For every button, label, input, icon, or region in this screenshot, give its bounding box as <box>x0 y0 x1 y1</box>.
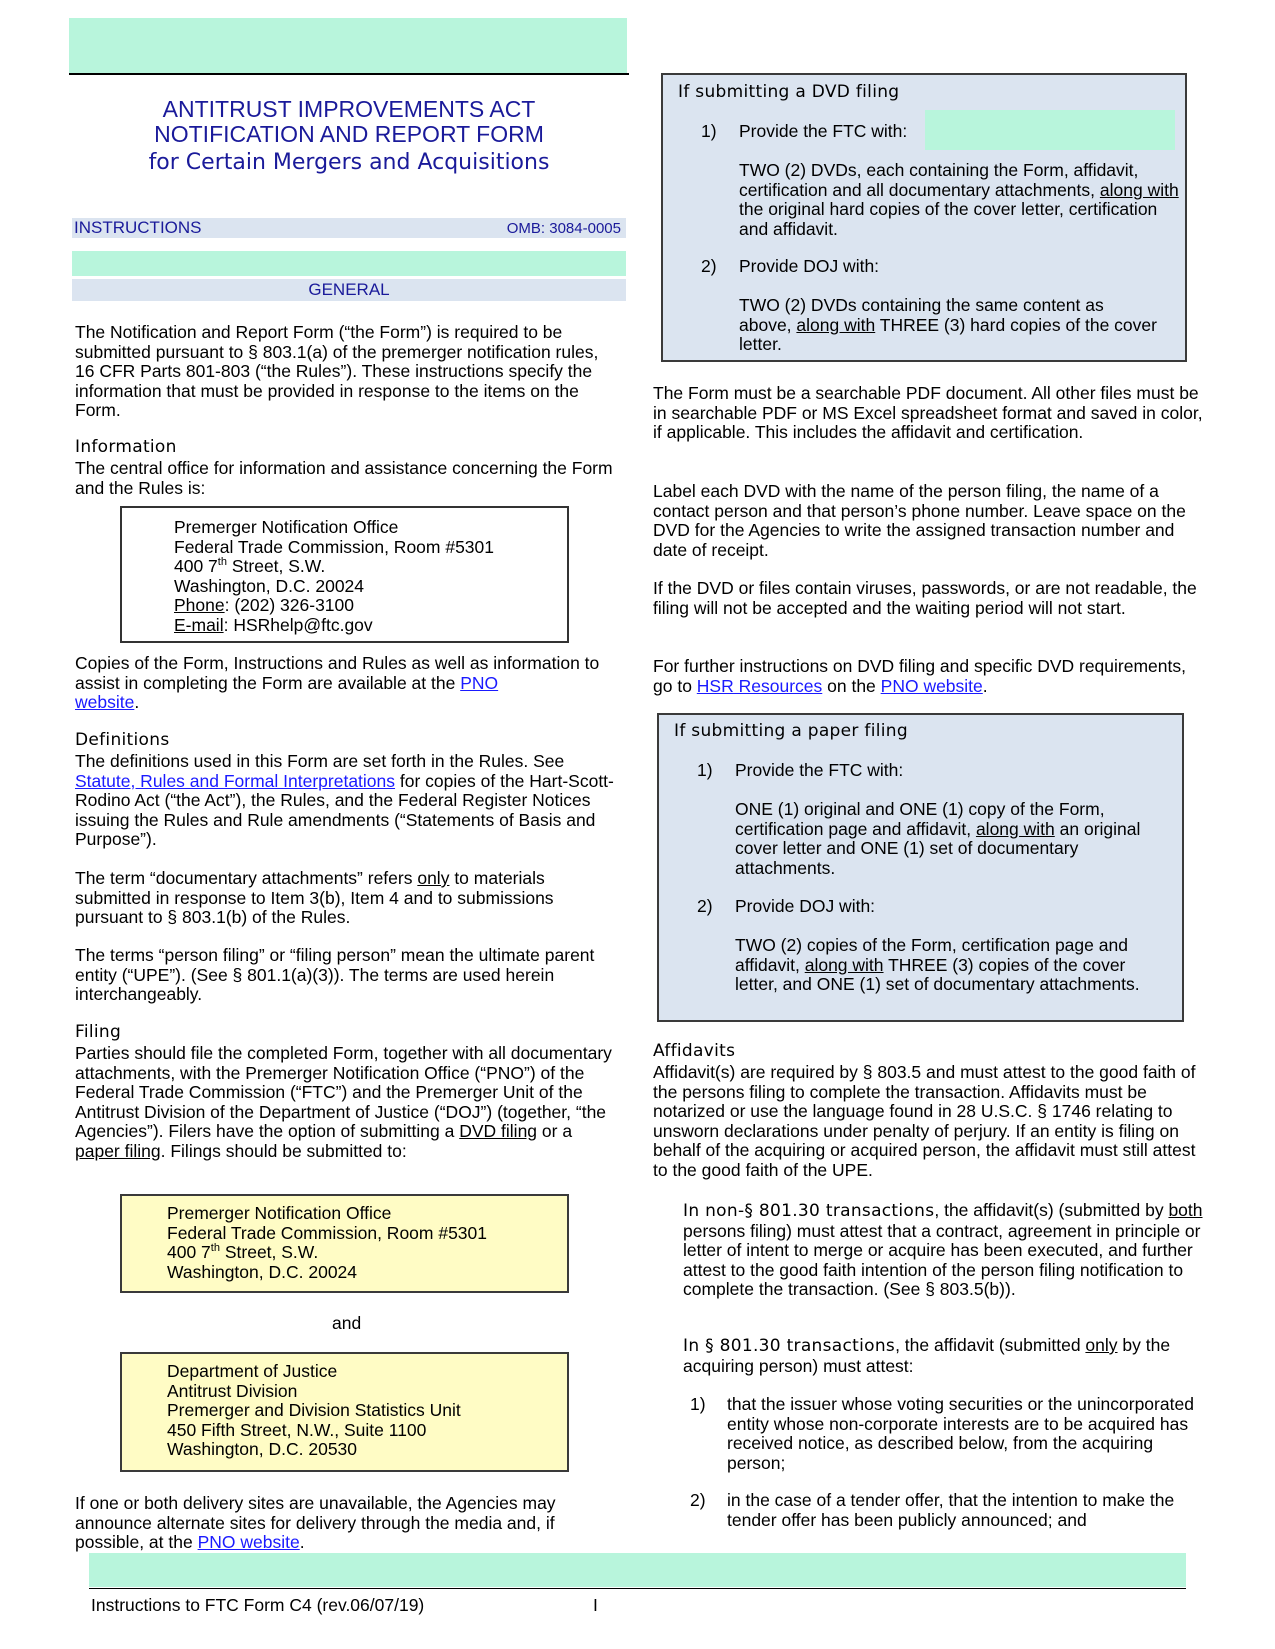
non-801-30-paragraph: In non-§ 801.30 transactions, the affidavit(s) (submitted by both persons filing) must attest that a contract, agreement in principle or letter of intent to merge or acquire has been executed, and further attest to the good faith intention of the person filing notification to complete the transaction. (See § 803.5(b)). <box>683 1200 1203 1299</box>
paper-box-heading: If submitting a paper filing <box>674 721 908 741</box>
info-street: 400 7th Street, S.W. <box>174 556 326 576</box>
dvd-highlight-band <box>925 110 1175 150</box>
instructions-bar <box>72 218 626 238</box>
dvd-box-heading: If submitting a DVD filing <box>678 82 900 102</box>
intro-paragraph: The Notification and Report Form (“the Form”) is required to be submitted pursuant to § 803.1(a) of the premerger notification rules, 16 CFR Parts 801-803 (“the Rules”). These instructions specify the information that must be provided in response to the items on the Form. <box>75 322 599 420</box>
title-line-1: ANTITRUST IMPROVEMENTS ACT <box>162 96 536 122</box>
affidavits-paragraph: Affidavit(s) are required by § 803.5 and must attest to the good faith of the persons filing to complete the transaction. Affidavits must be notarized or use the language found in 28 U.S.C. § 1746 relating to unsworn declarations under penalty of perjury. If an entity is filing on behalf of the acquiring or acquired person, the affidavit must still attest to the good faith of the UPE. <box>653 1062 1196 1180</box>
paper-item1-text: ONE (1) original and ONE (1) copy of the Form, certification page and affidavit, along with an original cover letter and ONE (1) set of documentary attachments. <box>735 799 1141 878</box>
paper-item2-text: TWO (2) copies of the Form, certification page and affidavit, along with THREE (3) copies of the cover letter, and ONE (1) set of documentary attachments. <box>735 935 1140 994</box>
info-phone: Phone: (202) 326-3100 <box>174 595 355 615</box>
list-item2-text: in the case of a tender offer, that the intention to make the tender offer has been publicly announced; and <box>727 1490 1175 1530</box>
dvd-item1-number: 1) <box>701 121 717 141</box>
dvd-item2-text: TWO (2) DVDs containing the same content as above, along with THREE (3) hard copies of the cover letter. <box>739 295 1157 354</box>
doj-city: Washington, D.C. 20530 <box>167 1439 358 1459</box>
info-city: Washington, D.C. 20024 <box>174 575 365 596</box>
doj-street: 450 Fifth Street, N.W., Suite 1100 <box>167 1419 427 1440</box>
pdf-format-paragraph: The Form must be a searchable PDF document. All other files must be in searchable PDF or MS Excel spreadsheet format and saved in color, if applicable. This includes the affidavit and certification. <box>653 383 1203 442</box>
doj-department: Department of Justice <box>167 1361 338 1381</box>
omb-number: OMB: 3084-0005 <box>506 220 621 237</box>
paper-item2-number: 2) <box>697 896 713 916</box>
pno-website-link[interactable]: PNO website <box>197 1532 300 1552</box>
info-email: E-mail: HSRhelp@ftc.gov <box>174 614 373 635</box>
filing-paragraph: Parties should file the completed Form, together with all documentary attachments, with the Premerger Notification Office (“PNO”) of the Federal Trade Commission (“FTC”) and the Premerger Unit of the Antitrust Division of the Department of Justice (“DOJ”) (together, “the Agencies”). Filers have the option of submitting a DVD filing or a paper filing. Filings should be submitted to: <box>75 1043 612 1161</box>
page-number: I <box>593 1595 598 1615</box>
ftc-address-box <box>120 1194 569 1293</box>
info-commission: Federal Trade Commission, Room #5301 <box>174 536 495 557</box>
footer-rule <box>89 1588 1186 1589</box>
section-band <box>72 251 626 276</box>
ftc-commission: Federal Trade Commission, Room #5301 <box>167 1222 488 1243</box>
paper-item1-label: Provide the FTC with: <box>735 760 904 780</box>
dvd-item2-number: 2) <box>701 256 717 276</box>
section-general: GENERAL <box>308 280 390 299</box>
pno-link[interactable]: PNO <box>460 672 499 693</box>
virus-paragraph: If the DVD or files contain viruses, passwords, or are not readable, the filing will not be accepted and the waiting period will not start. <box>653 578 1197 618</box>
information-heading: Information <box>75 437 177 457</box>
further-instructions-paragraph: For further instructions on DVD filing and specific DVD requirements, go to HSR Resources on the PNO website. <box>653 656 1186 696</box>
definitions-heading: Definitions <box>75 730 170 750</box>
general-bar <box>72 279 626 301</box>
header-rule <box>69 73 629 75</box>
paper-item2-label: Provide DOJ with: <box>735 896 876 916</box>
instructions-label: INSTRUCTIONS <box>74 218 202 237</box>
list-item1-text: that the issuer whose voting securities or the unincorporated entity whose non-corporate interests are to be acquired has received notice, as described below, from the acquiring person; <box>727 1394 1194 1473</box>
doj-address-box <box>120 1352 569 1472</box>
header-band <box>69 18 627 73</box>
dvd-item1-label: Provide the FTC with: <box>739 121 908 141</box>
doj-division: Antitrust Division <box>167 1380 298 1401</box>
801-30-paragraph: In § 801.30 transactions, the affidavit (submitted only by the acquiring person) must attest: <box>683 1335 1171 1376</box>
affidavits-heading: Affidavits <box>653 1041 736 1061</box>
paper-item1-number: 1) <box>697 760 713 780</box>
ftc-street: 400 7th Street, S.W. <box>167 1242 319 1262</box>
information-text: The central office for information and assistance concerning the Form and the Rules is: <box>75 458 613 498</box>
list-item1-number: 1) <box>690 1394 706 1414</box>
filing-heading: Filing <box>75 1022 122 1042</box>
website-link[interactable]: website <box>75 692 135 712</box>
form-title <box>69 97 629 175</box>
ftc-city: Washington, D.C. 20024 <box>167 1261 358 1282</box>
pno-website-link-2[interactable]: PNO website <box>880 675 983 696</box>
doj-unit: Premerger and Division Statistics Unit <box>167 1400 461 1420</box>
title-line-2: NOTIFICATION AND REPORT FORM <box>154 121 544 147</box>
copies-paragraph: Copies of the Form, Instructions and Rules as well as information to assist in completing the Form are available at the PNO website. <box>75 653 600 712</box>
dvd-item2-label: Provide DOJ with: <box>739 256 880 276</box>
title-line-3: for Certain Mergers and Acquisitions <box>148 150 550 175</box>
info-address-box <box>120 506 569 643</box>
statute-rules-link[interactable]: Statute, Rules and Formal Interpretations <box>75 770 396 791</box>
documentary-paragraph: The term “documentary attachments” refers only to materials submitted in response to Item 3(b), Item 4 and to submissions pursuant to § 803.1(b) of the Rules. <box>75 868 554 927</box>
list-item2-number: 2) <box>690 1490 706 1510</box>
person-filing-paragraph: The terms “person filing” or “filing person” mean the ultimate parent entity (“UPE”). (See § 801.1(a)(3)). The terms are used herein interchangeably. <box>75 945 595 1004</box>
ftc-office: Premerger Notification Office <box>167 1203 392 1223</box>
info-office: Premerger Notification Office <box>174 517 399 537</box>
definitions-paragraph: The definitions used in this Form are set forth in the Rules. See Statute, Rules and Formal Interpretations for copies of the Hart-Scott-Rodino Act (“the Act”), the Rules, and the Federal Register Notices issuing the Rules and Rule amendments (“Statements of Basis and Purpose”). <box>75 751 614 849</box>
hsr-resources-link[interactable]: HSR Resources <box>696 675 823 696</box>
footer-form-label: Instructions to FTC Form C4 (rev.06/07/19) <box>91 1595 425 1615</box>
dvd-filing-box <box>661 73 1187 362</box>
paper-filing-box <box>657 713 1184 1022</box>
and-text: and <box>332 1313 362 1333</box>
dvd-label-paragraph: Label each DVD with the name of the person filing, the name of a contact person and that person’s phone number. Leave space on the DVD for the Agencies to write the assigned transaction number and date of receipt. <box>653 481 1186 560</box>
dvd-item1-text: TWO (2) DVDs, each containing the Form, affidavit, certification and all documentary attachments, along with the original hard copies of the cover letter, certification and affidavit. <box>739 160 1179 239</box>
footer-band <box>89 1553 1186 1587</box>
alternate-sites-paragraph: If one or both delivery sites are unavailable, the Agencies may announce alternate sites for delivery through the media and, if possible, at the PNO website. <box>75 1493 556 1552</box>
